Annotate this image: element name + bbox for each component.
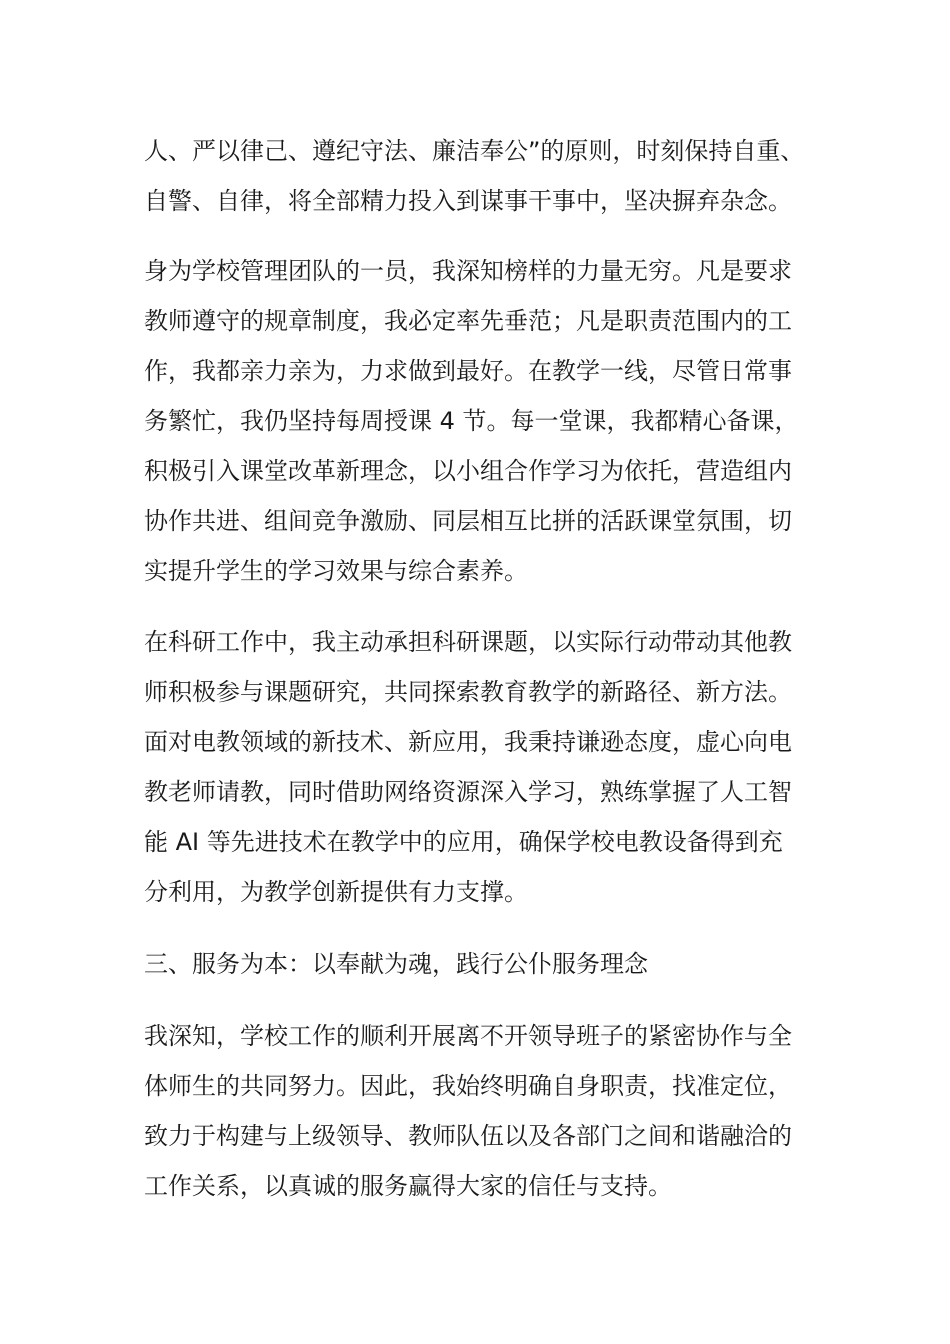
text-line: 教师遵守的规章制度，我必定率先垂范；凡是职责范围内的工 [144,307,792,335]
section-heading [144,939,824,989]
text-line: 师积极参与课题研究，共同探索教育教学的新路径、新方法。 [144,678,792,706]
text-line: 致力于构建与上级领导、教师队伍以及各部门之间和谐融洽的 [144,1122,792,1150]
heading-line: 三、服务为本：以奉献为魂，践行公仆服务理念 [144,950,648,978]
document-body [144,126,824,1233]
text-line: 实提升学生的学习效果与综合素养。 [144,557,528,585]
text-line: 人、严以律己、遵纪守法、廉洁奉公”的原则，时刻保持自重、 [144,137,805,165]
paragraph-research [144,617,824,917]
paragraph-role-model [144,246,824,596]
paragraph-service [144,1011,824,1211]
text-line: 教老师请教，同时借助网络资源深入学习，熟练掌握了人工智 [144,778,792,806]
text-line: 作，我都亲力亲为，力求做到最好。在教学一线，尽管日常事 [144,357,792,385]
text-line: 身为学校管理团队的一员，我深知榜样的力量无穷。凡是要求 [144,257,792,285]
text-line: 体师生的共同努力。因此，我始终明确自身职责，找准定位， [144,1072,792,1100]
text-line: 务繁忙，我仍坚持每周授课 4 节。每一堂课，我都精心备课， [144,407,799,435]
text-line: 面对电教领域的新技术、新应用，我秉持谦逊态度，虚心向电 [144,728,792,756]
text-line: 我深知，学校工作的顺利开展离不开领导班子的紧密协作与全 [144,1022,792,1050]
text-line: 积极引入课堂改革新理念，以小组合作学习为依托，营造组内 [144,457,792,485]
paragraph-integrity [144,126,824,226]
text-line: 工作关系，以真诚的服务赢得大家的信任与支持。 [144,1172,672,1200]
text-line: 协作共进、组间竞争激励、同层相互比拼的活跃课堂氛围，切 [144,507,792,535]
text-line: 能 AI 等先进技术在教学中的应用，确保学校电教设备得到充 [144,828,783,856]
text-line: 自警、自律，将全部精力投入到谋事干事中，坚决摒弃杂念。 [144,187,792,215]
text-line: 分利用，为教学创新提供有力支撑。 [144,878,528,906]
text-line: 在科研工作中，我主动承担科研课题，以实际行动带动其他教 [144,628,792,656]
